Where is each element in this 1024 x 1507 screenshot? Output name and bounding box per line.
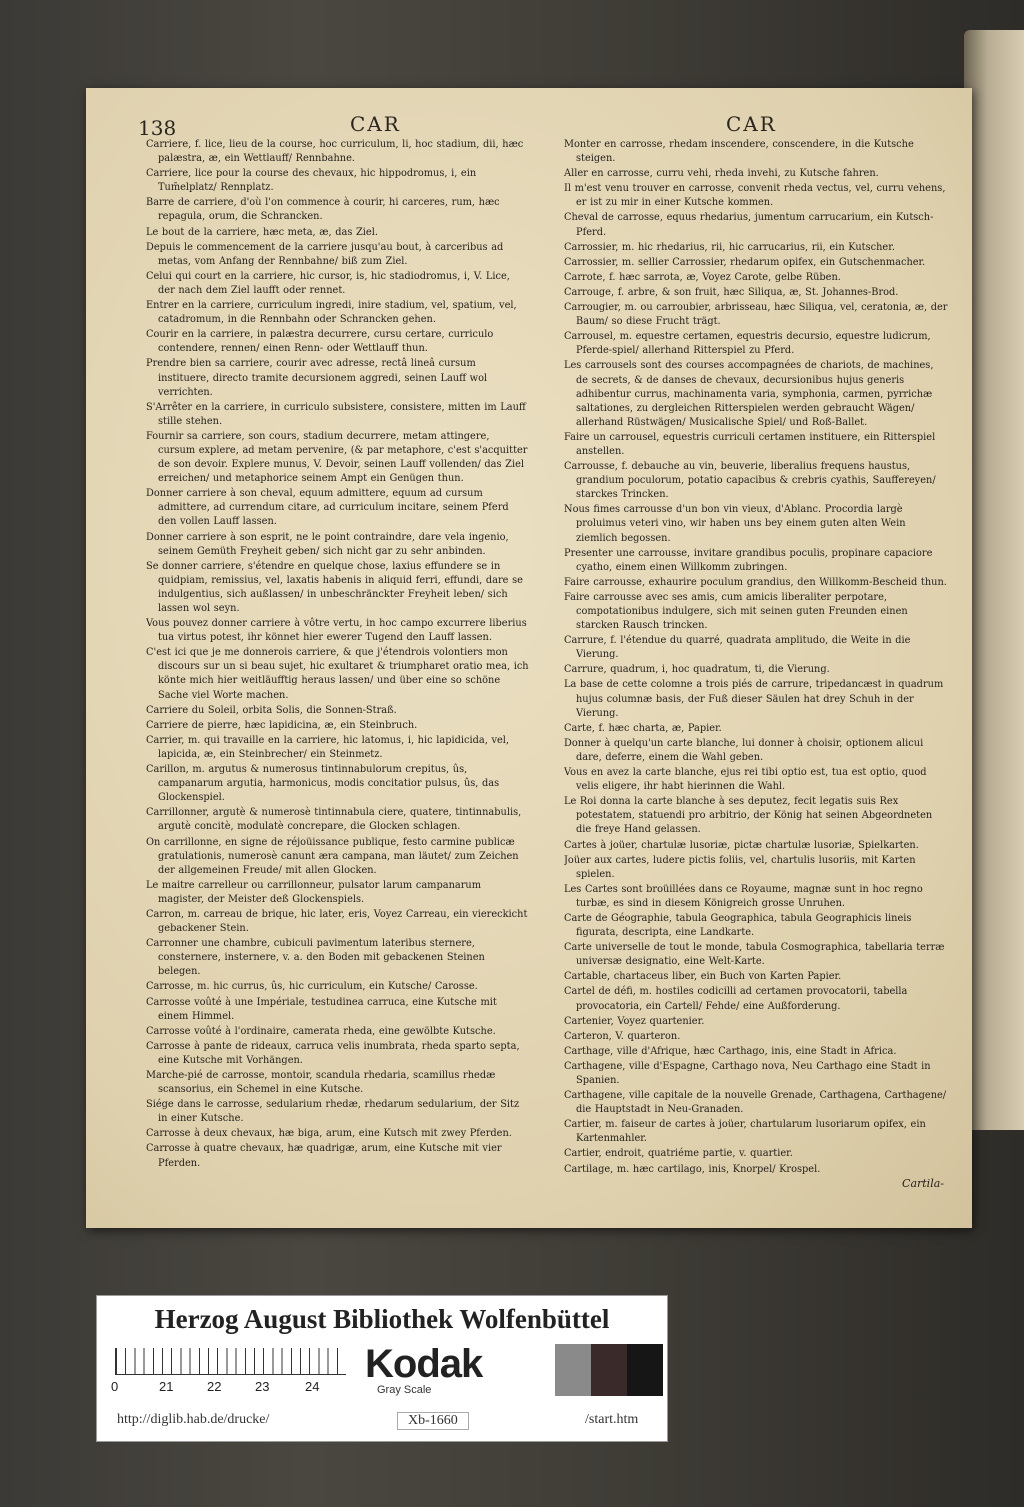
- dictionary-entry: Carte de Géographie, tabula Geographica, tabula Geographicis lineis figurata, descripta, eine Landkarte.: [564, 912, 912, 939]
- dictionary-entry: La base de cette colomne a trois piés de carrure, tripedancæst in quadrum hujus columnæ basis, der Fuß dieser Säulen hat drey Schuh in der Vierung.: [564, 679, 944, 719]
- dictionary-entry: Monter en carrosse, rhedam inscendere, conscendere, in die Kutsche steigen.: [564, 139, 914, 165]
- library-title: Herzog August Bibliothek Wolfenbüttel: [154, 1304, 610, 1334]
- dictionary-entry: Les carrousels sont des courses accompagnées de chariots, de machines, de secrets, & de danses de chevaux, decursionibus hujus generis adhibentur currus, machinamenta varia, symphonia, carmen, pyrrichæ saltationes, zu dergleichen Ritterspielen werden gebraucht Wägen/ allerhand Rüstwägen/ Musicalische Spiel/ und Roß-Ballet.: [564, 360, 934, 428]
- book-page: [86, 88, 972, 1228]
- dictionary-entry: Barre de carriere, d'où l'on commence à courir, hi carceres, rum, hæc repagula, orum, die Schrancken.: [146, 197, 500, 223]
- dictionary-entry: Cartier, endroit, quatriéme partie, v. quartier.: [564, 1148, 793, 1160]
- dictionary-entry: Carrousel, m. equestre certamen, equestris decursio, equestre ludicrum, Pferde-spiel/ allerhand Ritterspiel zu Pferd.: [564, 331, 931, 357]
- running-head-left: CAR: [350, 112, 401, 136]
- dictionary-entry: Carrosse voûté à une Impériale, testudinea carruca, eine Kutsche mit einem Himmel.: [146, 996, 497, 1022]
- dictionary-entry: Le Roi donna la carte blanche à ses deputez, fecit legatis suis Rex potestatem, statuendi pro arbitrio, der König hat seinen Abgeordneten die freye Hand gelassen.: [564, 796, 933, 836]
- dictionary-entry: Le maitre carrelleur ou carrillonneur, pulsator larum campanarum magister, der Meister deß Glockenspiels.: [146, 879, 482, 905]
- dictionary-entry: Carthagene, ville capitale de la nouvelle Grenade, Carthagena, Carthagene/ die Hauptstadt in Neu-Granaden.: [564, 1090, 947, 1116]
- dictionary-entry: S'Arrêter en la carriere, in curriculo subsistere, consistere, mitten im Lauff stille stehen.: [146, 401, 526, 427]
- dictionary-entry: Carrouge, f. arbre, & son fruit, hæc Siliqua, æ, St. Johannes-Brod.: [564, 286, 899, 298]
- catchword: Cartila-: [902, 1177, 944, 1190]
- dictionary-entry: Entrer en la carriere, curriculum ingredi, inire stadium, vel, spatium, vel, catadromum, in die Rennbahn oder Schrancken gehen.: [146, 300, 517, 326]
- dictionary-entry: Cartes à joüer, chartulæ lusoriæ, pictæ chartulæ lusoriæ, Spielkarten.: [564, 839, 919, 851]
- dictionary-entry: Donner carriere à son esprit, ne le point contraindre, dare vela ingenio, seinem Gemüth Freyheit geben/ sich nicht gar zu sehr anbinden.: [146, 531, 509, 557]
- ruler-number: 24: [305, 1379, 320, 1394]
- dictionary-entry: Aller en carrosse, curru vehi, rheda invehi, zu Kutsche fahren.: [564, 168, 879, 180]
- dictionary-entry: Marche-pié de carrosse, montoir, scandula rhedaria, scamillus rhedæ scansorius, ein Schemel in eine Kutsche.: [146, 1070, 496, 1096]
- dictionary-entry: Cheval de carrosse, equus rhedarius, jumentum carrucarium, ein Kutsch-Pferd.: [564, 212, 934, 238]
- facing-page-edge: [964, 30, 1024, 1130]
- running-head-right: CAR: [726, 112, 777, 136]
- dictionary-entry: Carrosse à pante de rideaux, carruca velis inumbrata, rheda sparto septa, eine Kutsche mit Vorhängen.: [146, 1040, 520, 1066]
- dictionary-entry: Carrosse à deux chevaux, hæ biga, arum, eine Kutsch mit zwey Pferden.: [146, 1128, 512, 1140]
- start-file: /start.htm: [585, 1412, 639, 1427]
- dictionary-entry: Carrure, quadrum, i, hoc quadratum, ti, die Vierung.: [564, 664, 830, 676]
- dictionary-entry: Cartable, chartaceus liber, ein Buch von Karten Papier.: [564, 971, 842, 983]
- library-url: http://diglib.hab.de/drucke/: [117, 1412, 270, 1427]
- ruler-number: 21: [159, 1379, 174, 1394]
- dictionary-entry: Depuis le commencement de la carriere jusqu'au bout, à carceribus ad metas, vom Anfang der Rennbahne/ biß zum Ziel.: [146, 241, 504, 267]
- ruler-number: 22: [207, 1379, 222, 1394]
- dictionary-entry: Siége dans le carrosse, sedularium rhedæ, rhedarum sedularium, der Sitz in einer Kutsche.: [146, 1099, 520, 1125]
- left-column: [146, 138, 530, 1198]
- dictionary-entry: Carteron, V. quarteron.: [564, 1030, 681, 1042]
- dictionary-entry: Vous pouvez donner carriere à vôtre vertu, in hoc campo excurrere liberius tua virtus potest, ihr könnet hier ewerer Tugend den Lauff lassen.: [146, 618, 527, 644]
- dictionary-entry: Le bout de la carriere, hæc meta, æ, das Ziel.: [146, 226, 378, 238]
- dictionary-entry: Courir en la carriere, in palæstra decurrere, cursu certare, curriculo contendere, rennen/ einen Renn- oder Wettlauff thun.: [146, 329, 494, 355]
- dictionary-entry: Carron, m. carreau de brique, hic later, eris, Voyez Carreau, ein viereckicht gebackener Stein.: [146, 908, 528, 935]
- ruler-numbers: [111, 1379, 341, 1395]
- shelfmark: Xb-1660: [397, 1412, 469, 1430]
- gray-patch: [591, 1344, 627, 1396]
- dictionary-entry: Faire carrousse, exhaurire poculum grandius, den Willkomm-Bescheid thun.: [564, 576, 947, 588]
- dictionary-entry: C'est ici que je me donnerois carriere, & que j'étendrois volontiers mon discours sur un si beau sujet, hic exultaret & triumpharet oratio mea, ich könte mich hier weitläufftig heraus lassen/ und über eine so schöne Sache viel Worte machen.: [146, 647, 529, 701]
- dictionary-entry: Carrier, m. qui travaille en la carriere, hic latomus, i, hic lapidicida, vel, lapicida, æ, ein Steinbrecher/ ein Steinmetz.: [146, 734, 510, 760]
- dictionary-entry: Celui qui court en la carriere, hic cursor, is, hic stadiodromus, i, V. Lice, der nach dem Ziel laufft oder rennet.: [146, 270, 510, 296]
- dictionary-entry: Faire carrousse avec ses amis, cum amicis liberaliter perpotare, compotationibus indulgere, sich mit seinen guten Freunden einen starcken Rausch trincken.: [564, 591, 908, 632]
- dictionary-entry: Carrote, f. hæc sarrota, æ, Voyez Carote, gelbe Rüben.: [564, 271, 841, 283]
- kodak-target-label: [96, 1295, 668, 1442]
- dictionary-entry: Cartilage, m. hæc cartilago, inis, Knorpel/ Krospel.: [564, 1163, 821, 1175]
- dictionary-entry: Nous fimes carrousse d'un bon vin vieux, d'Ablanc. Procordia largè proluimus veteri vino, wir haben uns bey einem guten alten Wein ziemlich begossen.: [564, 504, 906, 544]
- dictionary-entry: Carthage, ville d'Afrique, hæc Carthago, inis, eine Stadt in Africa.: [564, 1045, 897, 1057]
- dictionary-entry: Carrosse, m. hic currus, ûs, hic curriculum, ein Kutsche/ Carosse.: [146, 981, 478, 993]
- dictionary-entry: Carillon, m. argutus & numerosus tintinnabulorum crepitus, ûs, campanarum argutia, harmonicus, modis concitatior pulsus, ûs, das Glockenspiel.: [146, 764, 500, 804]
- dictionary-entry: Carrosse voûté à l'ordinaire, camerata rheda, eine gewölbte Kutsche.: [146, 1025, 496, 1037]
- dictionary-entry: Carte universelle de tout le monde, tabula Cosmographica, tabellaria terræ universæ designatio, eine Welt-Karte.: [564, 942, 945, 968]
- dictionary-entry: Carrossier, m. hic rhedarius, rii, hic carrucarius, rii, ein Kutscher.: [564, 241, 895, 253]
- ruler-number: 0: [111, 1379, 119, 1394]
- ruler-scale: [115, 1348, 346, 1375]
- dictionary-entry: Carriere du Soleil, orbita Solis, die Sonnen-Straß.: [146, 704, 397, 716]
- kodak-brand: Kodak: [365, 1342, 483, 1386]
- dictionary-entry: Carrougier, m. ou carroubier, arbrisseau, hæc Siliqua, vel, ceratonia, æ, der Baum/ so diese Frucht trägt.: [564, 302, 948, 328]
- dictionary-entry: Vous en avez la carte blanche, ejus rei tibi optio est, tua est optio, quod velis eligere, ihr habt hierinnen die Wahl.: [564, 767, 927, 793]
- dictionary-entry: Faire un carrousel, equestris curriculi certamen instituere, ein Ritterspiel anstellen.: [564, 431, 936, 457]
- gray-patch: [627, 1344, 663, 1396]
- dictionary-entry: Carthagene, ville d'Espagne, Carthago nova, Neu Carthago eine Stadt in Spanien.: [564, 1060, 931, 1086]
- dictionary-entry: Carte, f. hæc charta, æ, Papier.: [564, 722, 722, 734]
- page-number: 138: [138, 116, 177, 140]
- dictionary-entry: Presenter une carrousse, invitare grandibus poculis, propinare capaciore cyatho, einem einen Willkomm zubringen.: [564, 547, 933, 573]
- dictionary-entry: Les Cartes sont broüillées dans ce Royaume, magnæ sunt in hoc regno turbæ, es sind in diesem Königreich grosse Unruhen.: [564, 883, 923, 909]
- dictionary-entry: Donner carriere à son cheval, equum admittere, equum ad cursum admittere, ad currendum citare, ad curriculum incitare, seinem Pferd den vollen Lauff lassen.: [146, 488, 509, 528]
- gray-patch: [555, 1344, 591, 1396]
- dictionary-entry: Donner à quelqu'un carte blanche, lui donner à choisir, optionem alicui dare, deferre, einem die Wahl geben.: [564, 737, 924, 763]
- dictionary-entry: Carriere, lice pour la course des chevaux, hic hippodromus, i, ein Tum̄elplatz/ Rennplatz.: [146, 168, 477, 194]
- gray-scale-patches: [555, 1344, 663, 1396]
- dictionary-entry: Cartel de défi, m. hostiles codicilli ad certamen provocatorii, tabella provocatoria, ein Cartell/ Fehde/ eine Außforderung.: [564, 986, 908, 1012]
- gray-scale-label: Gray Scale: [377, 1384, 432, 1396]
- dictionary-entry: Carrousse, f. debauche au vin, beuverie, liberalius frequens haustus, grandium poculorum, potatio capacibus & crebris cyathis, Sauffereyen/ starckes Trincken.: [564, 461, 936, 501]
- dictionary-entry: Cartier, m. faiseur de cartes à joüer, chartularum lusoriarum opifex, ein Kartenmahler.: [564, 1119, 926, 1145]
- dictionary-entry: Carrillonner, argutè & numerosè tintinnabula ciere, quatere, tintinnabulis, argutè concitè, modulatè concrepare, die Glocken schlagen.: [146, 807, 522, 833]
- dictionary-entry: Joüer aux cartes, ludere pictis foliis, vel, chartulis lusoriis, mit Karten spielen.: [564, 854, 916, 880]
- dictionary-entry: Il m'est venu trouver en carrosse, convenit rheda vectus, vel, curru vehens, er ist zu mir in einer Kutsche kommen.: [564, 183, 946, 209]
- dictionary-entry: Carriere de pierre, hæc lapidicina, æ, ein Steinbruch.: [146, 719, 418, 731]
- dictionary-entry: On carrillonne, en signe de réjoüissance publique, festo carmine publicæ gratulationis, numerosè canunt æra campana, man läutet/ zum Zeichen der allgemeinen Freude/ mit allen Glocken.: [146, 836, 519, 876]
- dictionary-entry: Carrosse à quatre chevaux, hæ quadrigæ, arum, eine Kutsche mit vier Pferden.: [146, 1143, 502, 1169]
- dictionary-entry: Carriere, f. lice, lieu de la course, hoc curriculum, li, hoc stadium, dii, hæc palæstra, æ, ein Wettlauff/ Rennbahne.: [146, 139, 524, 165]
- right-column: [564, 138, 948, 1198]
- ruler-number: 23: [255, 1379, 270, 1394]
- dictionary-entry: Se donner carriere, s'étendre en quelque chose, laxius effundere se in quidpiam, remissius, vel, laxatis habenis in aliquid ferri, effundi, dare se indulgentius, sich außlassen/ in unbeschränckter Freyheit leben/ sich lassen wol seyn.: [146, 560, 523, 614]
- dictionary-entry: Carronner une chambre, cubiculi pavimentum lateribus sternere, consternere, insternere, v. a. den Boden mit gebackenen Steinen belegen.: [146, 938, 485, 978]
- dictionary-entry: Carrossier, m. sellier Carrossier, rhedarum opifex, ein Gutschenmacher.: [564, 256, 926, 268]
- dictionary-entry: Carrure, f. l'étendue du quarré, quadrata amplitudo, die Weite in die Vierung.: [564, 635, 911, 661]
- dictionary-entry: Cartenier, Voyez quartenier.: [564, 1015, 705, 1027]
- dictionary-entry: Prendre bien sa carriere, courir avec adresse, rectâ lineâ cursum instituere, directo tramite decursionem aggredi, seinen Lauff wol verrichten.: [146, 358, 488, 398]
- dictionary-entry: Fournir sa carriere, son cours, stadium decurrere, metam attingere, cursum explere, ad metam pervenire, (& par metaphore, c'est s'acquitter de son devoir. Explere munus, V. Devoir, seinen Lauff vollenden/ das Ziel erreichen/ und metaphorice seinem Ampt ein Genügen thun.: [146, 430, 528, 485]
